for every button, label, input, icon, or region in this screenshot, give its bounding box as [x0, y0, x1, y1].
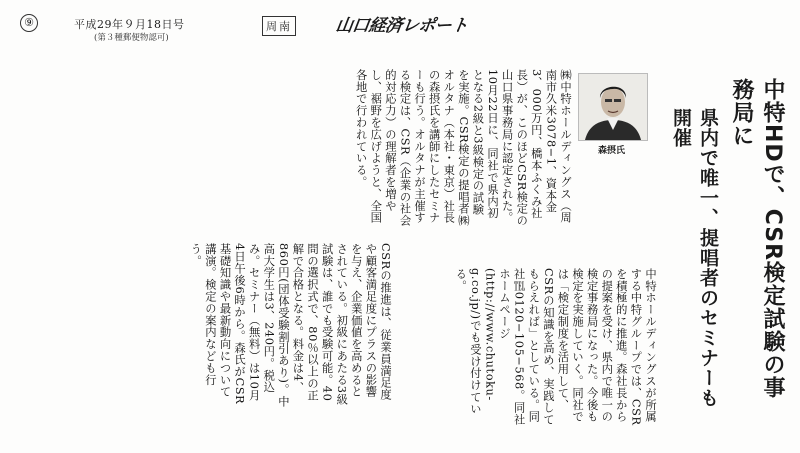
headline: [668, 78, 788, 418]
issue-number: ⑨: [20, 14, 38, 32]
article-column-b: ㈱中特ホールディングス（周南市久米3078−1、資本金3、000万円、橋本ふくみ社長）が、このほどCSR検定の山口県事務局に認定された。10月22日に、同社で県内初となる2級と3級検定の試験を実施。CSR検定の提唱者㈱オルタナ（本社・東京）社長の森摂氏を講師にしたセミナーも行う。オルタナが主催する検定は、CSR（企業の社会的対応力）の理解者を増やし、裾野を広げようと、全国各地で行われている。: [354, 69, 572, 227]
portrait-photo: [578, 73, 648, 141]
issue-date: 平成29年９月18日号: [74, 18, 185, 31]
section-label: 周南: [262, 16, 296, 36]
portrait-image: [579, 74, 647, 140]
article-column-a: 中特ホールディングスが所属する中特グループでは、CSRを積極的に推進。森社長からの提案を受け、県内で唯一の検定事務局になった。今後も検定を実施していく。同社では「検定制度を活用して、CSRの知識を高め、実践してもらえれば」としている。同社℡0120−105−568。同社ホームページ(http://www.chutoku-g.co.jp/)でも受け付けている。: [454, 268, 657, 426]
headline-sub: 県内で唯一、提唱者のセミナーも開催: [670, 108, 719, 408]
headline-main: 中特HDで、CSR検定試験の事務局に: [729, 78, 785, 400]
photo-caption: 森摂氏: [598, 146, 626, 156]
newspaper-logo: 山口経済レポート: [334, 16, 470, 36]
article-column-c: CSRの推進は、従業員満足度や顧客満足度にプラスの影響を与え、企業価値を高めるとされている。初級にあたる3級試験は、誰でも受験可能。40問の選択式で、80％以上の正解で合格となる。料金は4、860円(団体受験割引あり)。中高大学生は3、240円。税込み。セミナー（無料）は10月4日午後6時から。森氏がCSR基礎知識や最新動向について講演。検定の案内なども行う。: [189, 243, 392, 408]
postal-permit: (第３種郵便物認可): [94, 33, 169, 43]
